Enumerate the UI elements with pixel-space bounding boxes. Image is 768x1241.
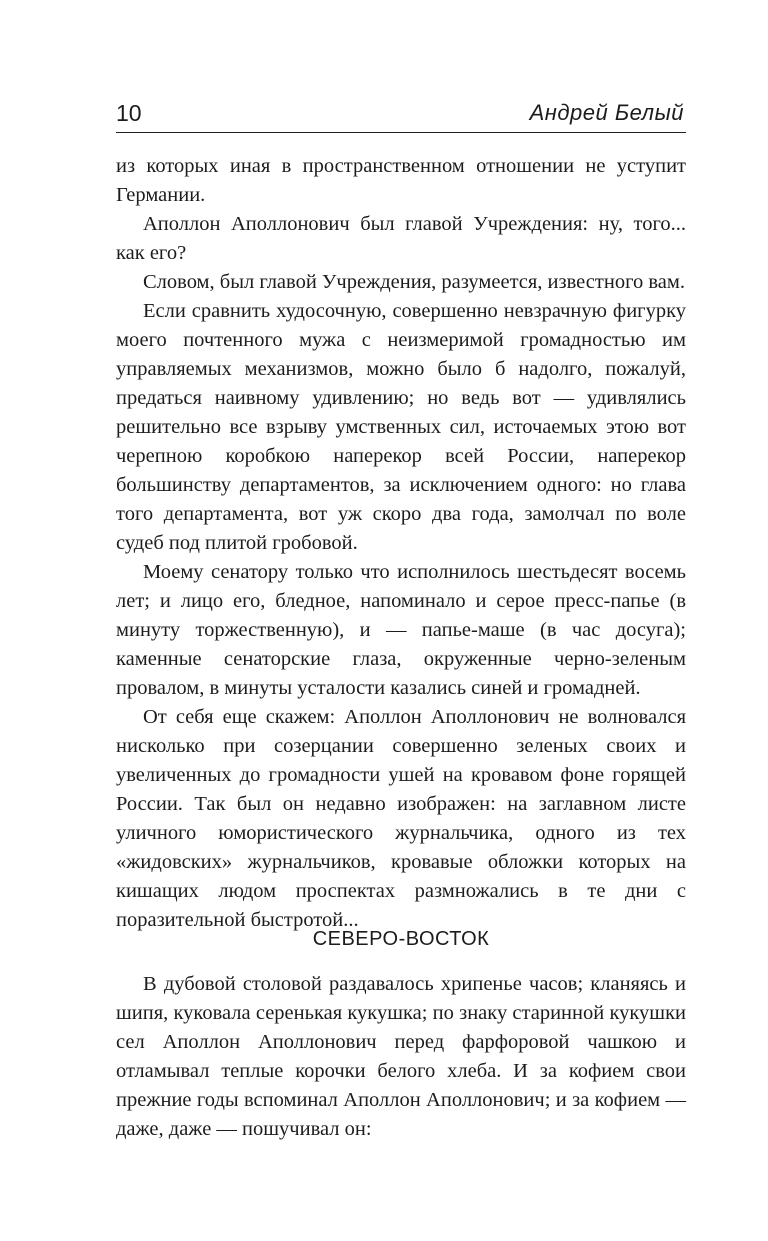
page-number: 10 xyxy=(116,100,142,126)
chapter-title: СЕВЕРО-ВОСТОК xyxy=(312,928,490,950)
paragraph: Если сравнить худосочную, совершенно невзрачную фигурку моего почтенного мужа с неизмеримой громадностью им управляемых механизмов, можно было б надолго, пожалуй, предаться наивному удивлению; но ведь вот — удивлялись решительно все взрыву умственных сил, источаемых этою вот черепною коробкою наперекор всей России, наперекор большинству департаментов, за исключением одного: но глава того департамента, вот уж скоро два года, замолчал по воле судеб под плитой гробовой. xyxy=(116,300,686,554)
body-text xyxy=(116,152,686,935)
paragraph: Моему сенатору только что исполнилось шестьдесят восемь лет; и лицо его, бледное, напоминало и серое пресс-папье (в минуту торжественную), и — папье-маше (в час досуга); каменные сенаторские глаза, окруженные черно-зеленым провалом, в минуты усталости казались синей и громадней. xyxy=(116,561,686,699)
paragraph: Аполлон Аполлонович был главой Учреждения: ну, того... как его? xyxy=(116,213,686,264)
running-head-author: Андрей Белый xyxy=(529,100,684,125)
paragraph: Словом, был главой Учреждения, разумеется, известного вам. xyxy=(143,271,685,293)
paragraph: От себя еще скажем: Аполлон Аполлонович не волновался нисколько при созерцании совершенно зеленых своих и увеличенных до громадности ушей на кровавом фоне горящей России. Так был он недавно изображен: на заглавном листе уличного юмористического журнальчика, одного из тех «жидовских» журнальчиков, кровавые обложки которых на кишащих людом проспектах размножались в те дни с поразительной быстротой... xyxy=(116,706,686,931)
chapter-body-text xyxy=(116,970,686,1144)
page-header xyxy=(116,96,686,133)
paragraph: из которых иная в пространственном отношении не уступит Германии. xyxy=(116,155,686,206)
paragraph: В дубовой столовой раздавалось хрипенье часов; кланяясь и шипя, куковала серенькая кукушка; по знаку старинной кукушки сел Аполлон Аполлонович перед фарфоровой чашкою и отламывал теплые корочки белого хлеба. И за кофием свои прежние годы вспоминал Аполлон Аполлонович; и за кофием — даже, даже — пошучивал он: xyxy=(116,973,686,1140)
